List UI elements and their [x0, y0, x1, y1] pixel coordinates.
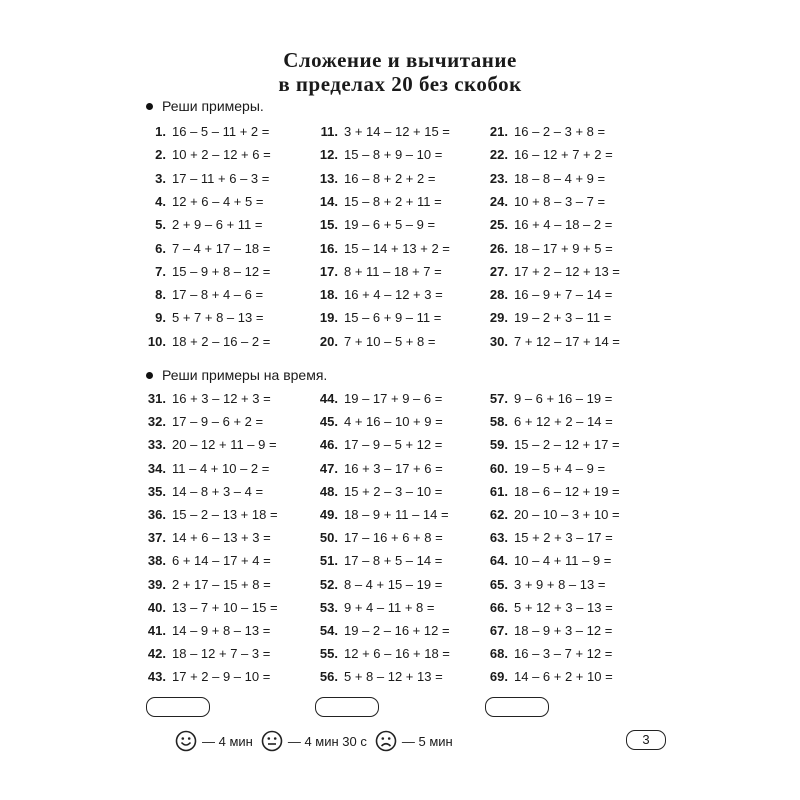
problem-expression: 9 + 4 – 11 + 8 = — [344, 599, 435, 615]
problem-item — [480, 241, 613, 257]
problem-expression: 6 + 12 + 2 – 14 = — [514, 414, 613, 430]
problem-item — [310, 507, 449, 523]
problem-expression: 14 – 6 + 2 + 10 = — [514, 669, 613, 685]
problem-number: 46. — [319, 437, 338, 453]
problem-expression: 8 – 4 + 15 – 19 = — [344, 576, 443, 592]
problem-number: 33. — [147, 437, 166, 453]
problem-expression: 13 – 7 + 10 – 15 = — [172, 599, 278, 615]
problem-item — [310, 669, 443, 685]
problem-number: 69. — [489, 669, 508, 685]
problem-expression: 19 – 6 + 5 – 9 = — [344, 217, 436, 233]
problem-number: 52. — [319, 576, 338, 592]
problem-item — [480, 264, 620, 280]
problem-number: 39. — [147, 576, 166, 592]
problem-number: 51. — [319, 553, 338, 569]
problem-item — [310, 484, 442, 500]
problem-item — [138, 414, 263, 430]
problem-number: 62. — [489, 507, 508, 522]
problem-expression: 15 + 2 – 3 – 10 = — [344, 483, 443, 499]
problem-item — [310, 461, 443, 477]
problem-item — [480, 600, 613, 616]
problem-number: 18. — [319, 287, 338, 303]
problem-expression: 16 + 4 – 12 + 3 = — [344, 287, 443, 303]
instruction-2 — [146, 367, 327, 383]
problem-expression: 10 + 8 – 3 – 7 = — [514, 193, 606, 209]
time-answer-box-2[interactable] — [315, 697, 379, 717]
problem-item — [310, 414, 443, 430]
problem-expression: 18 – 9 + 3 – 12 = — [514, 623, 613, 638]
problem-item — [138, 194, 263, 210]
problem-item — [480, 391, 612, 407]
problem-expression: 7 + 10 – 5 + 8 = — [344, 333, 436, 349]
problem-item — [310, 530, 443, 546]
problem-item — [138, 241, 270, 257]
problem-expression: 15 – 2 – 13 + 18 = — [172, 507, 278, 522]
problem-number: 48. — [319, 483, 338, 499]
problem-item — [480, 669, 613, 685]
problem-expression: 19 – 2 – 16 + 12 = — [344, 623, 450, 638]
problem-number: 57. — [489, 391, 508, 406]
problem-expression: 18 – 8 – 4 + 9 = — [514, 170, 606, 186]
problem-number: 17. — [319, 263, 338, 279]
problem-expression: 18 – 6 – 12 + 19 = — [514, 483, 620, 499]
problem-expression: 20 – 10 – 3 + 10 = — [514, 507, 620, 522]
problem-expression: 17 – 8 + 4 – 6 = — [172, 287, 264, 303]
time-legend — [175, 730, 461, 752]
problem-number: 3. — [155, 170, 166, 186]
neutral-face-icon — [261, 730, 283, 752]
problem-expression: 5 + 8 – 12 + 13 = — [344, 669, 443, 685]
problem-item — [138, 437, 277, 453]
problem-item — [138, 553, 271, 569]
problem-expression: 7 + 12 – 17 + 14 = — [514, 333, 620, 349]
problem-expression: 15 – 8 + 2 + 11 = — [344, 193, 442, 209]
problem-item — [310, 264, 442, 280]
problem-number: 37. — [147, 530, 166, 546]
problem-number: 58. — [489, 414, 508, 430]
legend-sad-label: — 5 мин — [401, 733, 453, 749]
problem-expression: 17 – 16 + 6 + 8 = — [344, 530, 443, 546]
problem-expression: 14 + 6 – 13 + 3 = — [172, 530, 271, 546]
problem-expression: 18 – 12 + 7 – 3 = — [172, 646, 271, 662]
page-title-line-1: Сложение и вычитание — [283, 48, 517, 72]
problem-item — [480, 310, 611, 326]
problem-item — [480, 623, 612, 639]
time-answer-box-3[interactable] — [485, 697, 549, 717]
problem-number: 56. — [319, 669, 338, 685]
problem-item — [480, 437, 620, 453]
bullet-icon — [146, 372, 153, 379]
problem-number: 59. — [489, 437, 508, 453]
problem-expression: 15 – 2 – 12 + 17 = — [514, 437, 620, 453]
problem-number: 21. — [489, 124, 508, 139]
sad-face-icon — [375, 730, 397, 752]
problem-expression: 17 – 8 + 5 – 14 = — [344, 553, 443, 569]
problem-item — [138, 669, 270, 685]
problem-number: 47. — [319, 460, 338, 476]
problem-number: 50. — [319, 530, 338, 546]
problem-item — [138, 484, 263, 500]
problem-expression: 16 + 4 – 18 – 2 = — [514, 217, 613, 233]
problem-item — [480, 194, 605, 210]
problem-expression: 16 – 8 + 2 + 2 = — [344, 170, 436, 186]
problem-item — [480, 217, 612, 233]
problem-item — [310, 217, 435, 233]
problem-expression: 12 + 6 – 16 + 18 = — [344, 646, 450, 662]
problem-item — [310, 600, 434, 616]
problem-number: 32. — [147, 414, 166, 430]
problem-item — [310, 437, 442, 453]
smiling-face-icon — [175, 730, 197, 752]
problem-number: 31. — [147, 391, 166, 406]
page-title-line-2: в пределах 20 без скобок — [278, 72, 522, 96]
problem-number: 41. — [147, 623, 166, 638]
problem-expression: 16 + 3 – 12 + 3 = — [172, 391, 271, 406]
problem-expression: 15 + 2 + 3 – 17 = — [514, 530, 613, 546]
problem-number: 8. — [155, 287, 166, 303]
problem-number: 64. — [489, 553, 508, 569]
problem-expression: 2 + 9 – 6 + 11 = — [172, 217, 263, 233]
problem-expression: 19 – 5 + 4 – 9 = — [514, 460, 606, 476]
problem-expression: 18 + 2 – 16 – 2 = — [172, 333, 271, 349]
problem-number: 66. — [489, 599, 508, 615]
problem-number: 44. — [319, 391, 338, 406]
problem-item — [138, 577, 271, 593]
problem-expression: 16 – 3 – 7 + 12 = — [514, 646, 613, 662]
problem-expression: 9 – 6 + 16 – 19 = — [514, 391, 613, 406]
problem-number: 54. — [319, 623, 338, 638]
problem-item — [310, 194, 442, 210]
problem-expression: 15 – 9 + 8 – 12 = — [172, 263, 271, 279]
problem-item — [138, 124, 269, 140]
problem-number: 61. — [489, 483, 508, 499]
problem-item — [480, 646, 612, 662]
problem-number: 11. — [320, 124, 338, 139]
problem-expression: 5 + 12 + 3 – 13 = — [514, 599, 613, 615]
problem-expression: 16 – 5 – 11 + 2 = — [172, 124, 270, 139]
problem-number: 20. — [319, 333, 338, 349]
problem-number: 6. — [155, 240, 166, 256]
problem-expression: 8 + 11 – 18 + 7 = — [344, 263, 442, 279]
problem-number: 43. — [147, 669, 166, 685]
problem-expression: 17 + 2 – 9 – 10 = — [172, 669, 271, 685]
problem-number: 25. — [489, 217, 508, 233]
problem-number: 40. — [147, 599, 166, 615]
problem-number: 10. — [147, 333, 166, 349]
problem-expression: 18 – 17 + 9 + 5 = — [514, 240, 613, 256]
problem-expression: 17 – 9 – 5 + 12 = — [344, 437, 443, 453]
problem-expression: 15 – 14 + 13 + 2 = — [344, 240, 450, 256]
problem-item — [310, 391, 442, 407]
problem-item — [310, 287, 443, 303]
problem-item — [138, 171, 269, 187]
problem-item — [480, 287, 612, 303]
problem-item — [480, 530, 613, 546]
problem-expression: 6 + 14 – 17 + 4 = — [172, 553, 271, 569]
problem-item — [138, 310, 263, 326]
problem-expression: 19 – 17 + 9 – 6 = — [344, 391, 443, 406]
problem-number: 38. — [147, 553, 166, 569]
problem-number: 24. — [489, 193, 508, 209]
problem-item — [138, 623, 270, 639]
problem-number: 26. — [489, 240, 508, 256]
problem-item — [138, 646, 270, 662]
instruction-2-text: Реши примеры на время. — [162, 367, 328, 383]
problem-number: 16. — [319, 240, 338, 256]
problem-number: 67. — [489, 623, 508, 638]
legend-happy-label: — 4 мин — [202, 733, 253, 749]
problem-number: 15. — [319, 217, 338, 233]
problem-number: 13. — [319, 170, 338, 186]
problem-item — [480, 461, 605, 477]
problem-number: 9. — [155, 310, 166, 326]
problem-item — [480, 147, 613, 163]
problem-expression: 17 – 11 + 6 – 3 = — [172, 170, 270, 186]
problem-number: 34. — [147, 460, 166, 476]
problem-number: 5. — [155, 217, 166, 233]
bullet-icon — [146, 103, 153, 110]
problem-item — [480, 124, 605, 140]
problem-expression: 15 – 8 + 9 – 10 = — [344, 147, 443, 163]
problem-expression: 15 – 6 + 9 – 11 = — [344, 310, 442, 326]
problem-item — [480, 507, 620, 523]
time-answer-box-1[interactable] — [146, 697, 210, 717]
problem-number: 49. — [319, 507, 338, 522]
problem-expression: 17 – 9 – 6 + 2 = — [172, 414, 264, 430]
problem-item — [310, 241, 450, 257]
problem-item — [138, 287, 263, 303]
problem-item — [310, 171, 435, 187]
problem-number: 30. — [489, 333, 508, 349]
problem-expression: 10 + 2 – 12 + 6 = — [172, 147, 271, 163]
problem-item — [480, 484, 620, 500]
instruction-1 — [146, 98, 264, 114]
problem-number: 35. — [147, 483, 166, 499]
problem-number: 7. — [155, 263, 166, 279]
problem-number: 42. — [147, 646, 166, 662]
problem-expression: 14 – 9 + 8 – 13 = — [172, 623, 271, 638]
problem-number: 27. — [489, 263, 508, 279]
problem-item — [310, 310, 441, 326]
problem-number: 29. — [489, 310, 508, 326]
problem-item — [138, 600, 278, 616]
problem-number: 19. — [319, 310, 338, 326]
problem-number: 63. — [489, 530, 508, 546]
problem-item — [310, 623, 450, 639]
problem-expression: 4 + 16 – 10 + 9 = — [344, 414, 443, 430]
problem-item — [138, 507, 278, 523]
problem-item — [310, 124, 450, 140]
problem-number: 23. — [489, 170, 508, 186]
problem-expression: 7 – 4 + 17 – 18 = — [172, 240, 271, 256]
problem-expression: 12 + 6 – 4 + 5 = — [172, 193, 264, 209]
problem-number: 60. — [489, 460, 508, 476]
problem-number: 65. — [489, 576, 508, 592]
problem-expression: 5 + 7 + 8 – 13 = — [172, 310, 264, 326]
problem-number: 68. — [489, 646, 508, 662]
problem-item — [310, 577, 442, 593]
problem-item — [138, 147, 271, 163]
problem-number: 22. — [489, 147, 508, 163]
problem-item — [480, 334, 620, 350]
legend-neutral-label: — 4 мин 30 с — [287, 733, 367, 749]
problem-number: 28. — [489, 287, 508, 303]
problem-expression: 3 + 9 + 8 – 13 = — [514, 576, 606, 592]
problem-item — [310, 553, 442, 569]
problem-expression: 18 – 9 + 11 – 14 = — [344, 507, 449, 522]
problem-item — [138, 530, 271, 546]
problem-item — [138, 334, 270, 350]
problem-number: 45. — [319, 414, 338, 430]
problem-expression: 16 + 3 – 17 + 6 = — [344, 460, 443, 476]
problem-item — [138, 391, 271, 407]
problem-number: 1. — [155, 124, 166, 139]
problem-expression: 11 – 4 + 10 – 2 = — [172, 460, 270, 476]
problem-item — [480, 171, 605, 187]
problem-item — [138, 461, 269, 477]
problem-item — [138, 264, 270, 280]
problem-item — [480, 577, 605, 593]
problem-number: 2. — [155, 147, 166, 163]
problem-item — [138, 217, 262, 233]
instruction-1-text: Реши примеры. — [162, 98, 264, 114]
problem-item — [480, 553, 611, 569]
problem-number: 55. — [319, 646, 338, 662]
problem-expression: 16 – 9 + 7 – 14 = — [514, 287, 613, 303]
problem-number: 12. — [319, 147, 338, 163]
problem-expression: 2 + 17 – 15 + 8 = — [172, 576, 271, 592]
problem-expression: 19 – 2 + 3 – 11 = — [514, 310, 612, 326]
problem-expression: 20 – 12 + 11 – 9 = — [172, 437, 277, 453]
problem-expression: 3 + 14 – 12 + 15 = — [344, 124, 450, 139]
problem-item — [310, 147, 442, 163]
page-number: 3 — [626, 730, 666, 750]
problem-item — [310, 334, 435, 350]
problem-item — [480, 414, 613, 430]
problem-number: 14. — [319, 193, 338, 209]
problem-expression: 10 – 4 + 11 – 9 = — [514, 553, 612, 569]
problem-number: 4. — [155, 193, 166, 209]
problem-expression: 16 – 12 + 7 + 2 = — [514, 147, 613, 163]
problem-number: 53. — [319, 599, 338, 615]
problem-item — [310, 646, 450, 662]
problem-expression: 16 – 2 – 3 + 8 = — [514, 124, 606, 139]
problem-number: 36. — [147, 507, 166, 522]
problem-expression: 17 + 2 – 12 + 13 = — [514, 263, 620, 279]
problem-expression: 14 – 8 + 3 – 4 = — [172, 483, 264, 499]
